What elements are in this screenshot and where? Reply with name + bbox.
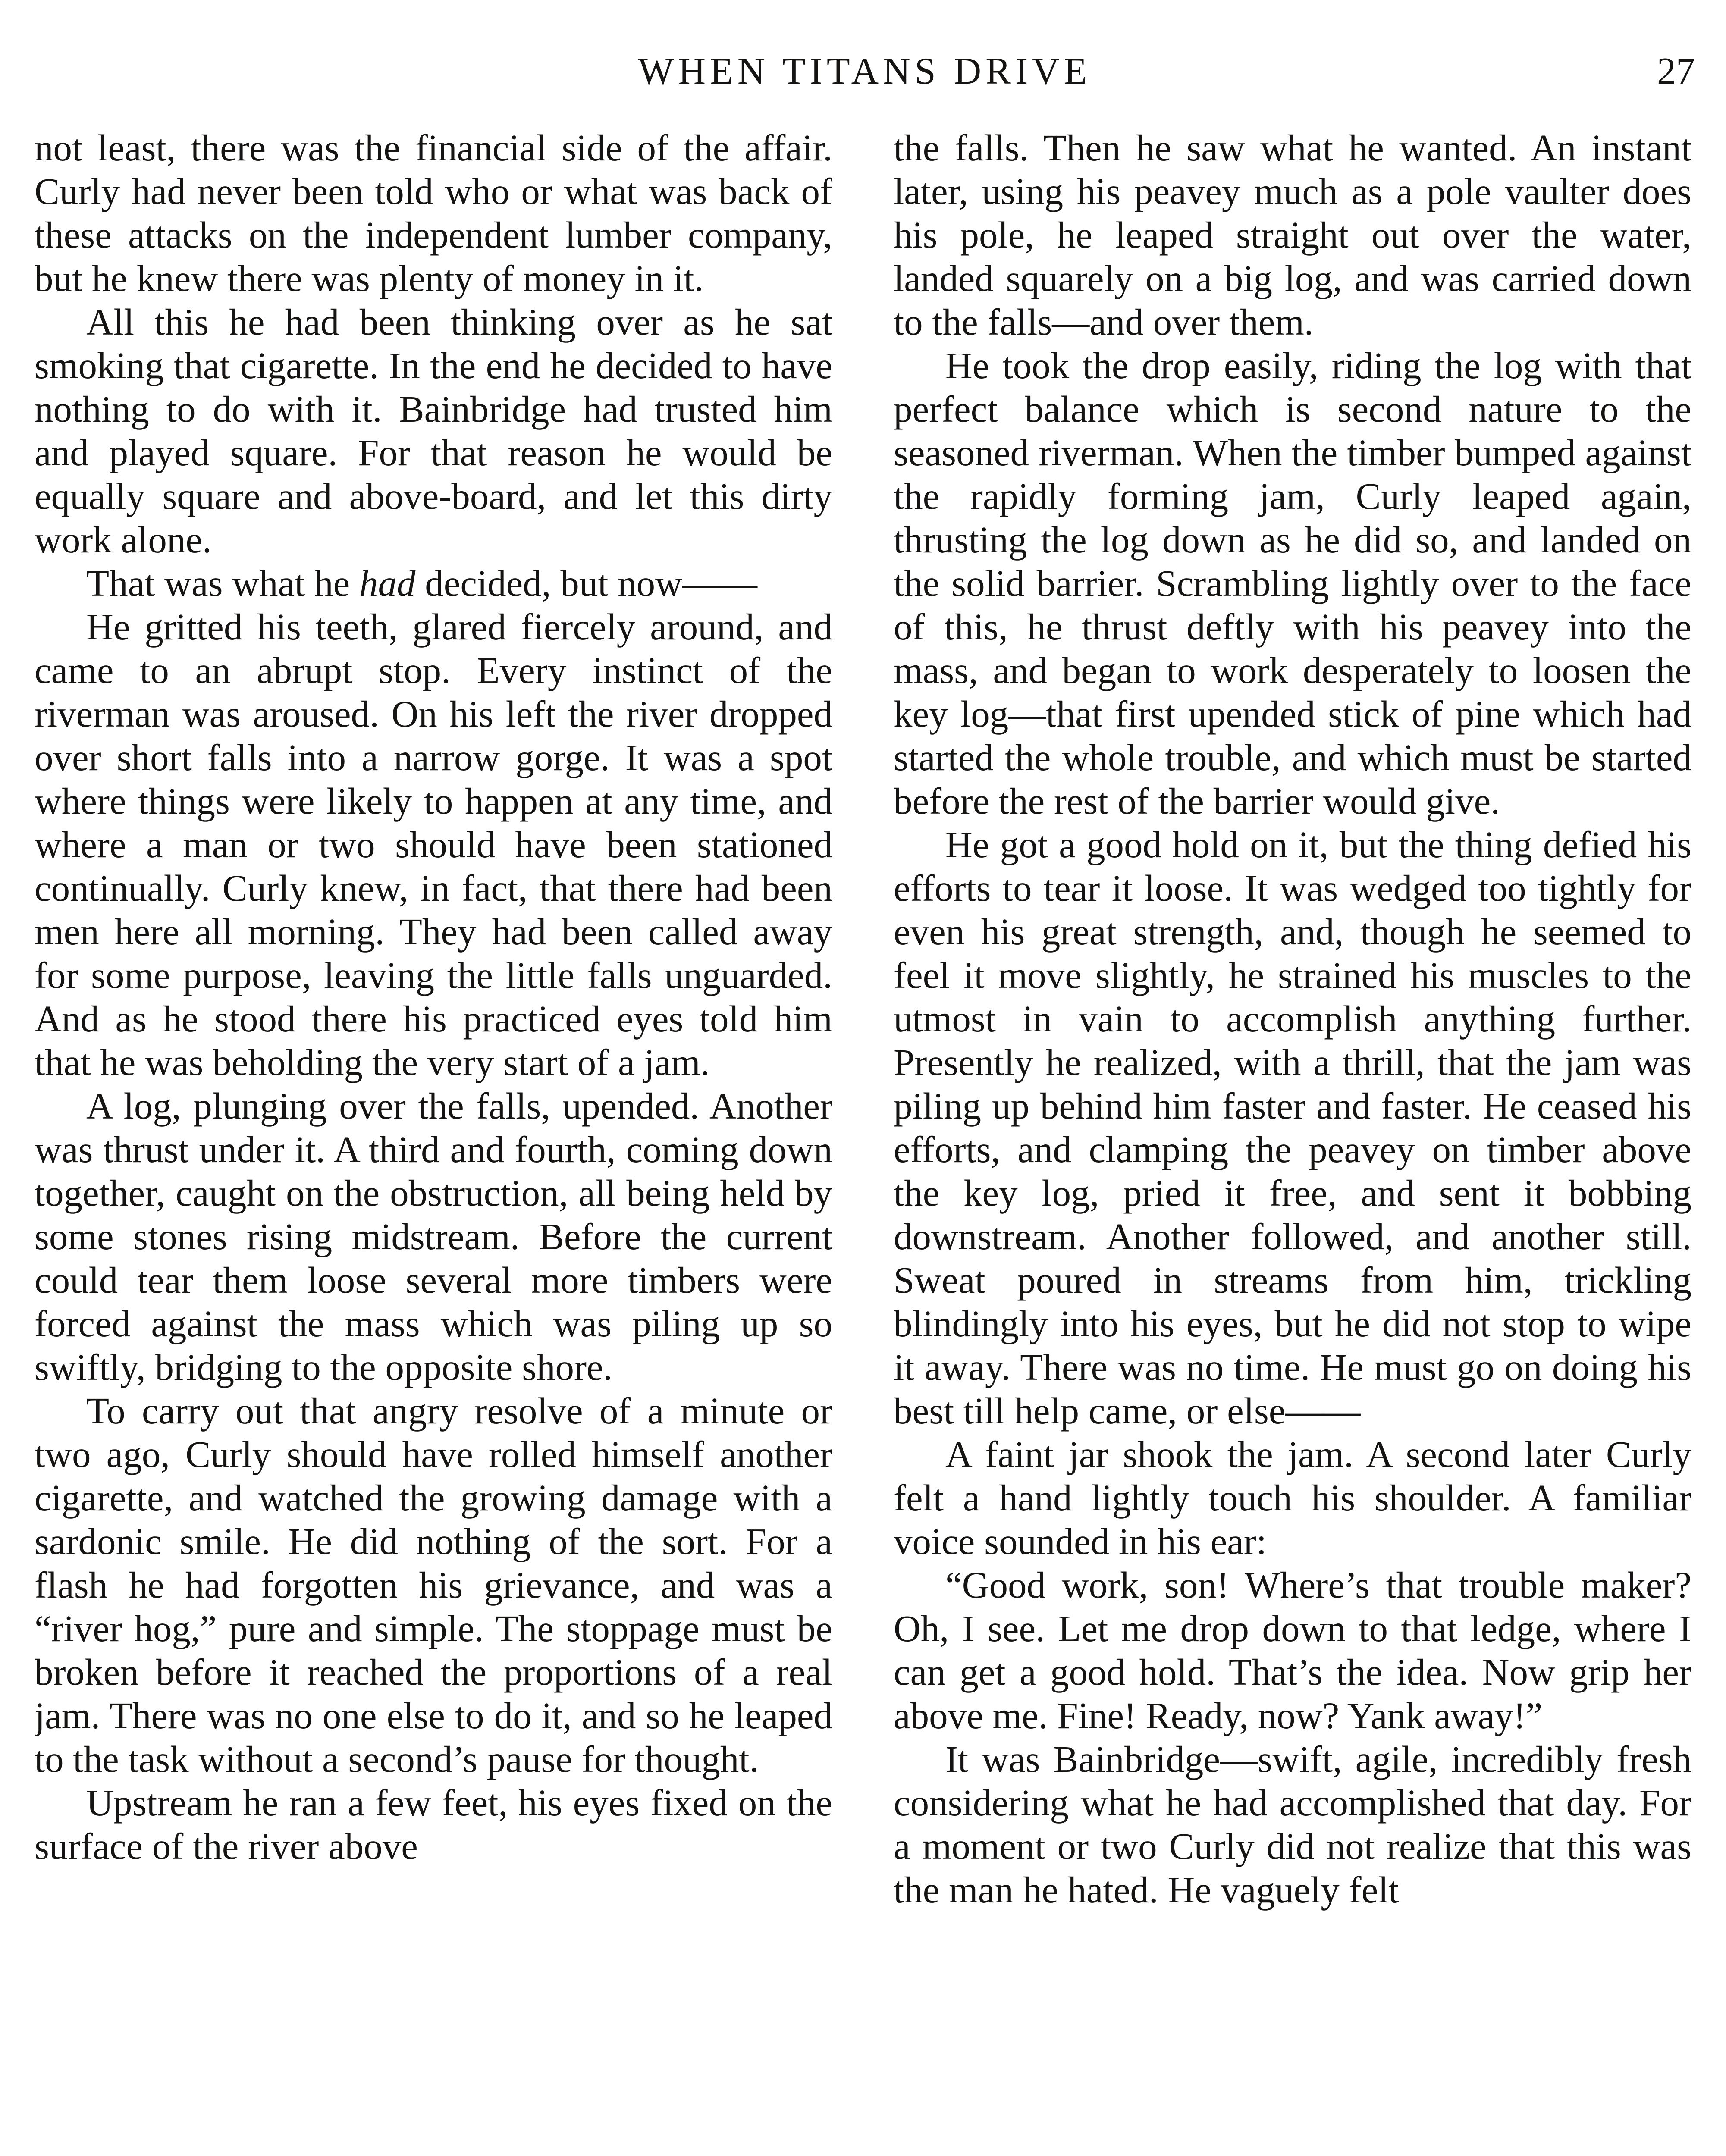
paragraph: It was Bainbridge—swift, agile, incredibly fresh considering what he had accomplished that day. For a moment or two Curly did not realize that this was the man he hated. He vaguely felt bbox=[894, 1738, 1691, 1911]
page-header bbox=[35, 41, 1695, 102]
paragraph bbox=[35, 561, 832, 605]
paragraph: Upstream he ran a few feet, his eyes fixed on the surface of the river above bbox=[35, 1782, 832, 1867]
paragraph: He got a good hold on it, but the thing defied his efforts to tear it loose. It was wedged too tightly for even his great strength, and, though he seemed to feel it move slightly, he strained his muscles to the utmost in vain to accomplish anything further. Presently he realized, with a thrill, that the jam was piling up behind him faster and faster. He ceased his efforts, and clamping the peavey on timber above the key log, pried it free, and sent it bobbing downstream. Another followed, and another still. Sweat poured in streams from him, trickling blindingly into his eyes, but he did not stop to wipe it away. There was no time. He must go on doing his best till help came, or else—— bbox=[894, 824, 1691, 1432]
paragraph: To carry out that angry resolve of a minute or two ago, Curly should have rolled himself another cigarette, and watched the growing damage with a sardonic smile. He did nothing of the sort. For a flash he had forgotten his grievance, and was a “river hog,” pure and simple. The stoppage must be broken before it reached the proportions of a real jam. There was no one else to do it, and so he leaped to the task without a second’s pause for thought. bbox=[35, 1390, 832, 1780]
left-column bbox=[35, 126, 832, 2156]
paragraph-text: decided, but now—— bbox=[415, 562, 757, 604]
paragraph: not least, there was the financial side of the affair. Curly had never been told who or what was back of these attacks on the independent lumber company, but he knew there was plenty of money in it. bbox=[35, 127, 832, 299]
paragraph-text: That was what he bbox=[86, 562, 359, 604]
page-number: 27 bbox=[1657, 50, 1695, 92]
paragraph: the falls. Then he saw what he wanted. An instant later, using his peavey much as a pole vaulter does his pole, he leaped straight out over the water, landed squarely on a big log, and was carried down to the falls—and over them. bbox=[894, 127, 1691, 343]
running-title: WHEN TITANS DRIVE bbox=[638, 50, 1092, 92]
paragraph: A log, plunging over the falls, upended. Another was thrust under it. A third and fourth, coming down together, caught on the obstruction, all being held by some stones rising midstream. Before the current could tear them loose several more timbers were forced against the mass which was piling up so swiftly, bridging to the opposite shore. bbox=[35, 1085, 832, 1388]
paragraph: He gritted his teeth, glared fiercely around, and came to an abrupt stop. Every instinct of the riverman was aroused. On his left the river dropped over short falls into a narrow gorge. It was a spot where things were likely to happen at any time, and where a man or two should have been stationed continually. Curly knew, in fact, that there had been men here all morning. They had been called away for some purpose, leaving the little falls unguarded. And as he stood there his practiced eyes told him that he was beholding the very start of a jam. bbox=[35, 606, 832, 1083]
paragraph: All this he had been thinking over as he sat smoking that cigarette. In the end he decided to have nothing to do with it. Bainbridge had trusted him and played square. For that reason he would be equally square and above-board, and let this dirty work alone. bbox=[35, 301, 832, 561]
emphasis-text: had bbox=[359, 562, 416, 604]
paragraph: “Good work, son! Where’s that trouble maker? Oh, I see. Let me drop down to that ledge, where I can get a good hold. That’s the idea. Now grip her above me. Fine! Ready, now? Yank away!” bbox=[894, 1564, 1691, 1736]
paragraph: A faint jar shook the jam. A second later Curly felt a hand lightly touch his shoulder. A familiar voice sounded in his ear: bbox=[894, 1433, 1691, 1562]
right-column bbox=[894, 126, 1691, 2156]
paragraph: He took the drop easily, riding the log with that perfect balance which is second nature to the seasoned riverman. When the timber bumped against the rapidly forming jam, Curly leaped again, thrusting the log down as he did so, and landed on the solid barrier. Scrambling lightly over to the face of this, he thrust deftly with his peavey into the mass, and began to work desperately to loosen the key log—that first upended stick of pine which had started the whole trouble, and which must be started before the rest of the barrier would give. bbox=[894, 345, 1691, 822]
